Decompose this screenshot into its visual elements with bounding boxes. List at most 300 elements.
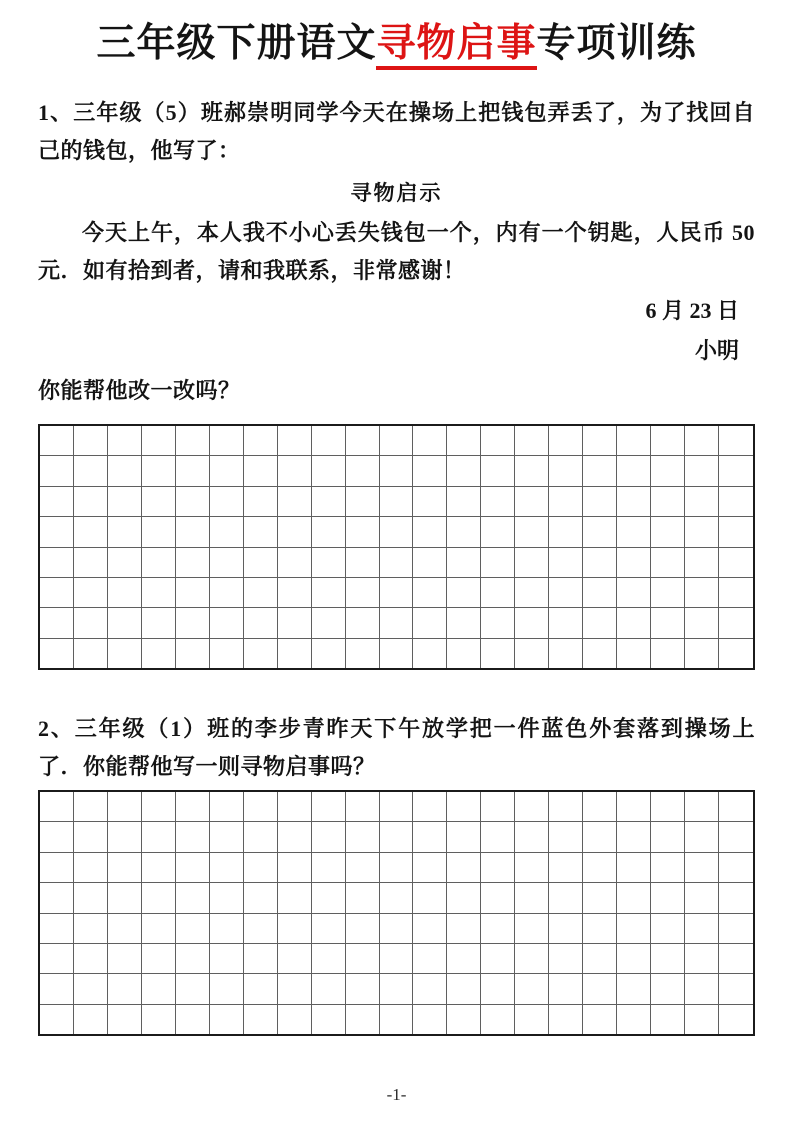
writing-grid-cell — [346, 608, 380, 638]
writing-grid-cell — [380, 548, 414, 578]
writing-grid-cell — [413, 853, 447, 883]
writing-grid-cell — [651, 487, 685, 517]
writing-grid-cell — [346, 792, 380, 822]
writing-grid-cell — [40, 822, 74, 852]
writing-grid-cell — [142, 639, 176, 668]
writing-grid-cell — [447, 944, 481, 974]
writing-grid-cell — [447, 487, 481, 517]
writing-grid-cell — [583, 456, 617, 486]
writing-grid-cell — [481, 883, 515, 913]
writing-grid-cell — [549, 792, 583, 822]
writing-grid-cell — [719, 548, 753, 578]
writing-grid-cell — [481, 487, 515, 517]
writing-grid-cell — [176, 426, 210, 456]
writing-grid-cell — [176, 1005, 210, 1034]
writing-grid-cell — [685, 517, 719, 547]
writing-grid-cell — [515, 639, 549, 668]
writing-grid-cell — [40, 974, 74, 1004]
writing-grid-cell — [74, 578, 108, 608]
writing-grid-cell — [481, 944, 515, 974]
writing-grid-cell — [108, 792, 142, 822]
writing-grid-cell — [380, 1005, 414, 1034]
writing-grid-cell — [617, 1005, 651, 1034]
writing-grid-cell — [481, 578, 515, 608]
writing-grid-cell — [346, 853, 380, 883]
writing-grid-cell — [380, 639, 414, 668]
writing-grid-cell — [176, 792, 210, 822]
writing-grid-cell — [74, 456, 108, 486]
writing-grid-cell — [719, 456, 753, 486]
writing-grid-cell — [413, 548, 447, 578]
writing-grid-cell — [380, 883, 414, 913]
writing-grid-cell — [685, 914, 719, 944]
writing-grid-cell — [380, 608, 414, 638]
writing-grid-cell — [481, 426, 515, 456]
writing-grid-cell — [278, 517, 312, 547]
writing-grid-cell — [481, 853, 515, 883]
writing-grid-cell — [380, 822, 414, 852]
writing-grid-cell — [380, 578, 414, 608]
writing-grid-cell — [210, 853, 244, 883]
writing-grid-cell — [278, 914, 312, 944]
writing-grid-cell — [447, 853, 481, 883]
writing-grid-cell — [108, 548, 142, 578]
writing-grid-cell — [210, 792, 244, 822]
writing-grid-cell — [346, 517, 380, 547]
writing-grid-1 — [38, 424, 755, 670]
writing-grid-cell — [74, 487, 108, 517]
writing-grid-cell — [40, 548, 74, 578]
writing-grid-cell — [210, 944, 244, 974]
writing-grid-cell — [413, 487, 447, 517]
writing-grid-cell — [617, 487, 651, 517]
writing-grid-cell — [413, 578, 447, 608]
writing-grid-cell — [278, 944, 312, 974]
writing-grid-cell — [346, 487, 380, 517]
notice-date: 6 月 23 日 — [645, 298, 739, 323]
writing-grid-cell — [346, 1005, 380, 1034]
writing-grid-cell — [515, 853, 549, 883]
writing-grid-cell — [447, 456, 481, 486]
writing-grid-cell — [515, 1005, 549, 1034]
writing-grid-cell — [346, 883, 380, 913]
writing-grid-cell — [210, 822, 244, 852]
writing-grid-cell — [685, 608, 719, 638]
writing-grid-cell — [380, 456, 414, 486]
writing-grid-cell — [685, 853, 719, 883]
writing-grid-cell — [278, 426, 312, 456]
page-title-prefix: 三年级下册语文 — [96, 22, 377, 65]
writing-grid-cell — [74, 822, 108, 852]
writing-grid-cell — [244, 1005, 278, 1034]
writing-grid-cell — [312, 914, 346, 944]
writing-grid-cell — [413, 1005, 447, 1034]
writing-grid-cell — [481, 456, 515, 486]
writing-grid-cell — [346, 426, 380, 456]
writing-grid-cell — [685, 792, 719, 822]
question2-intro: 2、三年级（1）班的李步青昨天下午放学把一件蓝色外套落到操场上了．你能帮他写一则寻物启事吗？ — [38, 716, 755, 779]
writing-grid-cell — [210, 639, 244, 668]
writing-grid-cell — [617, 974, 651, 1004]
writing-grid-cell — [210, 487, 244, 517]
writing-grid-cell — [651, 944, 685, 974]
writing-grid-cell — [617, 822, 651, 852]
writing-grid-cell — [108, 883, 142, 913]
writing-grid-cell — [447, 914, 481, 944]
writing-grid-cell — [346, 944, 380, 974]
writing-grid-cell — [719, 853, 753, 883]
writing-grid-cell — [515, 914, 549, 944]
writing-grid-cell — [312, 822, 346, 852]
writing-grid-cell — [312, 853, 346, 883]
writing-grid-cell — [142, 517, 176, 547]
writing-grid-cell — [380, 914, 414, 944]
writing-grid-cell — [617, 578, 651, 608]
writing-grid-cell — [549, 853, 583, 883]
writing-grid-cell — [515, 883, 549, 913]
writing-grid-cell — [108, 456, 142, 486]
writing-grid-cell — [481, 822, 515, 852]
writing-grid-cell — [651, 426, 685, 456]
writing-grid-cell — [176, 517, 210, 547]
writing-grid-cell — [685, 944, 719, 974]
writing-grid-cell — [719, 426, 753, 456]
writing-grid-cell — [583, 944, 617, 974]
writing-grid-cell — [447, 517, 481, 547]
writing-grid-cell — [176, 548, 210, 578]
writing-grid-cell — [651, 456, 685, 486]
writing-grid-cell — [413, 974, 447, 1004]
writing-grid-cell — [108, 853, 142, 883]
writing-grid-cell — [176, 578, 210, 608]
writing-grid-cell — [40, 853, 74, 883]
writing-grid-cell — [176, 822, 210, 852]
writing-grid-cell — [651, 639, 685, 668]
writing-grid-cell — [108, 608, 142, 638]
writing-grid-cell — [413, 822, 447, 852]
writing-grid-cell — [549, 456, 583, 486]
writing-grid-cell — [244, 456, 278, 486]
writing-grid-cell — [583, 426, 617, 456]
writing-grid-cell — [685, 426, 719, 456]
writing-grid-cell — [312, 883, 346, 913]
writing-grid-cell — [617, 456, 651, 486]
writing-grid-cell — [312, 1005, 346, 1034]
writing-grid-cell — [719, 792, 753, 822]
writing-grid-cell — [447, 608, 481, 638]
writing-grid-cell — [651, 548, 685, 578]
writing-grid-cell — [413, 456, 447, 486]
writing-grid-cell — [685, 456, 719, 486]
writing-grid-cell — [447, 1005, 481, 1034]
writing-grid-cell — [685, 1005, 719, 1034]
writing-grid-cell — [176, 883, 210, 913]
writing-grid-cell — [413, 883, 447, 913]
writing-grid-cell — [74, 426, 108, 456]
writing-grid-cell — [244, 974, 278, 1004]
writing-grid-cell — [515, 792, 549, 822]
writing-grid-cell — [142, 822, 176, 852]
writing-grid-cell — [549, 548, 583, 578]
writing-grid-cell — [651, 883, 685, 913]
writing-grid-cell — [278, 456, 312, 486]
writing-grid-cell — [447, 578, 481, 608]
writing-grid-cell — [481, 639, 515, 668]
writing-grid-cell — [447, 639, 481, 668]
question1-prompt: 你能帮他改一改吗？ — [38, 378, 241, 403]
writing-grid-cell — [549, 639, 583, 668]
writing-grid-cell — [74, 853, 108, 883]
writing-grid-cell — [413, 639, 447, 668]
writing-grid-cell — [312, 487, 346, 517]
writing-grid-cell — [244, 548, 278, 578]
writing-grid-cell — [515, 517, 549, 547]
writing-grid-cell — [40, 1005, 74, 1034]
writing-grid-cell — [617, 608, 651, 638]
writing-grid-cell — [481, 974, 515, 1004]
writing-grid-cell — [515, 944, 549, 974]
writing-grid-cell — [312, 608, 346, 638]
writing-grid-cell — [142, 792, 176, 822]
writing-grid-cell — [413, 792, 447, 822]
writing-grid-cell — [515, 608, 549, 638]
writing-grid-cell — [142, 883, 176, 913]
writing-grid-cell — [244, 578, 278, 608]
writing-grid-cell — [40, 608, 74, 638]
writing-grid-cell — [583, 853, 617, 883]
writing-grid-cell — [583, 914, 617, 944]
writing-grid-cell — [40, 456, 74, 486]
writing-grid-cell — [617, 426, 651, 456]
writing-grid-cell — [142, 853, 176, 883]
writing-grid-cell — [312, 944, 346, 974]
writing-grid-cell — [617, 548, 651, 578]
writing-grid-cell — [719, 487, 753, 517]
writing-grid-cell — [685, 974, 719, 1004]
writing-grid-cell — [74, 608, 108, 638]
writing-grid-cell — [244, 883, 278, 913]
writing-grid-cell — [108, 487, 142, 517]
writing-grid-cell — [142, 974, 176, 1004]
writing-grid-cell — [142, 426, 176, 456]
writing-grid-cell — [481, 517, 515, 547]
title-highlight: 寻物启事 — [376, 22, 536, 70]
writing-grid-cell — [278, 487, 312, 517]
writing-grid-cell — [549, 914, 583, 944]
writing-grid-cell — [651, 822, 685, 852]
writing-grid-cell — [108, 1005, 142, 1034]
writing-grid-cell — [176, 639, 210, 668]
writing-grid-cell — [617, 944, 651, 974]
writing-grid-cell — [278, 974, 312, 1004]
writing-grid-cell — [549, 1005, 583, 1034]
writing-grid-cell — [244, 639, 278, 668]
writing-grid-cell — [719, 822, 753, 852]
writing-grid-cell — [278, 578, 312, 608]
writing-grid-cell — [210, 974, 244, 1004]
writing-grid-cell — [583, 974, 617, 1004]
writing-grid-cell — [447, 792, 481, 822]
writing-grid-cell — [651, 578, 685, 608]
writing-grid-cell — [108, 426, 142, 456]
writing-grid-cell — [549, 822, 583, 852]
writing-grid-cell — [549, 608, 583, 638]
writing-grid-cell — [447, 426, 481, 456]
writing-grid-cell — [549, 517, 583, 547]
writing-grid-cell — [413, 517, 447, 547]
writing-grid-cell — [447, 883, 481, 913]
writing-grid-cell — [312, 974, 346, 1004]
writing-grid-cell — [651, 792, 685, 822]
writing-grid-cell — [312, 792, 346, 822]
writing-grid-cell — [278, 792, 312, 822]
writing-grid-cell — [651, 853, 685, 883]
writing-grid-cell — [583, 517, 617, 547]
writing-grid-cell — [40, 944, 74, 974]
writing-grid-cell — [210, 517, 244, 547]
writing-grid-cell — [651, 914, 685, 944]
writing-grid-cell — [380, 974, 414, 1004]
writing-grid-cell — [515, 578, 549, 608]
writing-grid-cell — [176, 456, 210, 486]
writing-grid-cell — [142, 487, 176, 517]
writing-grid-cell — [549, 487, 583, 517]
writing-grid-cell — [108, 974, 142, 1004]
writing-grid-cell — [515, 456, 549, 486]
writing-grid-cell — [413, 944, 447, 974]
writing-grid-cell — [651, 974, 685, 1004]
writing-grid-cell — [583, 792, 617, 822]
writing-grid-cell — [278, 639, 312, 668]
writing-grid-cell — [719, 517, 753, 547]
writing-grid-cell — [549, 426, 583, 456]
writing-grid-cell — [244, 517, 278, 547]
writing-grid-cell — [583, 578, 617, 608]
writing-grid-cell — [244, 944, 278, 974]
writing-grid-cell — [583, 883, 617, 913]
writing-grid-cell — [380, 487, 414, 517]
writing-grid-cell — [142, 548, 176, 578]
writing-grid-cell — [719, 883, 753, 913]
writing-grid-cell — [617, 853, 651, 883]
writing-grid-cell — [549, 883, 583, 913]
writing-grid-cell — [142, 944, 176, 974]
writing-grid-cell — [74, 517, 108, 547]
writing-grid-cell — [312, 548, 346, 578]
writing-grid-cell — [142, 914, 176, 944]
notice-body: 今天上午，本人我不小心丢失钱包一个，内有一个钥匙，人民币 50 元．如有拾到者，请和我联系，非常感谢！ — [38, 220, 755, 283]
writing-grid-cell — [719, 608, 753, 638]
writing-grid-cell — [74, 914, 108, 944]
writing-grid-cell — [40, 578, 74, 608]
writing-grid-cell — [74, 974, 108, 1004]
notice-signature: 小明 — [694, 338, 739, 363]
writing-grid-cell — [380, 853, 414, 883]
writing-grid-cell — [40, 639, 74, 668]
writing-grid-cell — [515, 974, 549, 1004]
writing-grid-cell — [176, 487, 210, 517]
writing-grid-cell — [278, 1005, 312, 1034]
writing-grid-cell — [515, 426, 549, 456]
writing-grid-cell — [210, 578, 244, 608]
page-title — [38, 18, 755, 70]
writing-grid-cell — [583, 1005, 617, 1034]
writing-grid-cell — [74, 883, 108, 913]
writing-grid-cell — [549, 944, 583, 974]
writing-grid-cell — [210, 1005, 244, 1034]
writing-grid-cell — [719, 944, 753, 974]
writing-grid-cell — [380, 944, 414, 974]
writing-grid-cell — [312, 456, 346, 486]
writing-grid-cell — [108, 914, 142, 944]
writing-grid-cell — [74, 548, 108, 578]
writing-grid-cell — [346, 974, 380, 1004]
writing-grid-cell — [617, 914, 651, 944]
writing-grid-cell — [40, 883, 74, 913]
writing-grid-cell — [108, 517, 142, 547]
writing-grid-cell — [617, 517, 651, 547]
writing-grid-cell — [549, 578, 583, 608]
writing-grid-cell — [244, 822, 278, 852]
writing-grid-cell — [481, 608, 515, 638]
question1-intro: 1、三年级（5）班郝崇明同学今天在操场上把钱包弄丢了，为了找回自己的钱包，他写了： — [38, 100, 755, 163]
writing-grid-cell — [651, 608, 685, 638]
writing-grid-cell — [108, 944, 142, 974]
writing-grid-cell — [719, 1005, 753, 1034]
writing-grid-cell — [346, 578, 380, 608]
writing-grid-cell — [142, 608, 176, 638]
writing-grid-cell — [210, 456, 244, 486]
writing-grid-cell — [142, 1005, 176, 1034]
writing-grid-cell — [583, 639, 617, 668]
writing-grid-cell — [210, 548, 244, 578]
writing-grid-cell — [108, 578, 142, 608]
writing-grid-cell — [40, 792, 74, 822]
writing-grid-cell — [176, 944, 210, 974]
writing-grid-cell — [380, 517, 414, 547]
writing-grid-cell — [278, 883, 312, 913]
writing-grid-cell — [617, 639, 651, 668]
writing-grid-cell — [583, 487, 617, 517]
writing-grid-cell — [108, 822, 142, 852]
writing-grid-cell — [108, 639, 142, 668]
writing-grid-cell — [278, 822, 312, 852]
writing-grid-cell — [583, 548, 617, 578]
writing-grid-cell — [40, 914, 74, 944]
writing-grid-cell — [142, 578, 176, 608]
writing-grid-cell — [583, 608, 617, 638]
writing-grid-cell — [651, 1005, 685, 1034]
writing-grid-cell — [176, 974, 210, 1004]
writing-grid-cell — [719, 974, 753, 1004]
writing-grid-2 — [38, 790, 755, 1036]
writing-grid-cell — [481, 548, 515, 578]
writing-grid-cell — [515, 548, 549, 578]
writing-grid-cell — [447, 822, 481, 852]
writing-grid-cell — [278, 548, 312, 578]
writing-grid-cell — [617, 792, 651, 822]
writing-grid-cell — [346, 456, 380, 486]
writing-grid-cell — [447, 548, 481, 578]
writing-grid-cell — [244, 853, 278, 883]
writing-grid-cell — [346, 548, 380, 578]
writing-grid-cell — [74, 1005, 108, 1034]
writing-grid-cell — [312, 578, 346, 608]
writing-grid-cell — [481, 1005, 515, 1034]
writing-grid-cell — [413, 608, 447, 638]
writing-grid-cell — [617, 883, 651, 913]
writing-grid-cell — [380, 792, 414, 822]
